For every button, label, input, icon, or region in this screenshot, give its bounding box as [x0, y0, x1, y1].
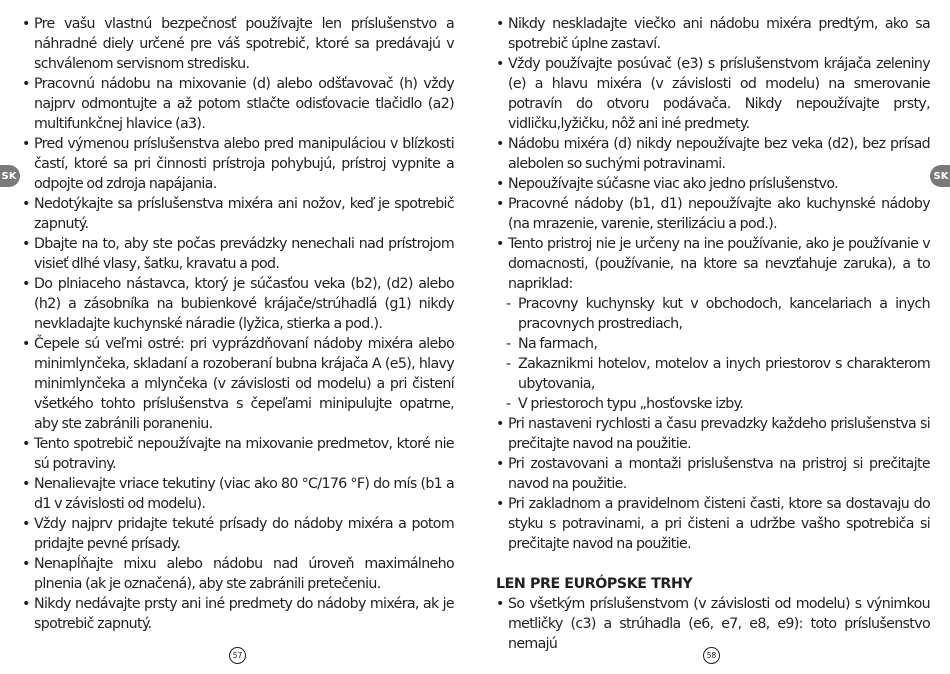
- list-item: • Nedotýkajte sa príslušenstva mixéra ani nožov, keď je spotrebič zapnutý.: [22, 194, 454, 234]
- list-item: • Pracovné nádoby (b1, d1) nepoužívajte ako kuchynské nádoby (na mrazenie, varenie, sterilizáciu a pod.).: [496, 194, 930, 234]
- list-item: • Nikdy neskladajte viečko ani nádobu mixéra predtým, ako sa spotrebič úplne zastaví.: [496, 14, 930, 54]
- list-item: • So všetkým príslušenstvom (v závislosti od modelu) s výnimkou metličky (c3) a strúhadla (e6, e7, e8, e9): toto príslušenstvo nemajú: [496, 594, 930, 654]
- page-number-left: 57: [229, 647, 246, 664]
- list-item: • Nepoužívajte súčasne viac ako jedno príslušenstvo.: [496, 174, 930, 194]
- list-item: • Čepele sú veľmi ostré: pri vyprázdňovaní nádoby mixéra alebo minimlynčeka, skladaní a rozoberaní bubna krájača A (e5), hlavy minimlynčeka a mlynčeka (v závislosti od modelu) a pri čistení všetkého tohto príslušenstva s čepeľami minipulujte opatrne, aby ste zabránili poraneniu.: [22, 334, 454, 434]
- list-item: • Nikdy nedávajte prsty ani iné predmety do nádoby mixéra, ak je spotrebič zapnutý.: [22, 594, 454, 634]
- list-item: • Dbajte na to, aby ste počas prevádzky nenechali nad prístrojom visieť dlhé vlasy, šatku, kravatu a pod.: [22, 234, 454, 274]
- list-item: • Do plniaceho nástavca, ktorý je súčasťou veka (b2), (d2) alebo (h2) a zásobníka na bubienkové krájače/strúhadlá (g1) nikdy nevkladajte kuchynské náradie (lyžica, stierka a pod.).: [22, 274, 454, 334]
- eu-section-list: [496, 594, 930, 654]
- right-page: [496, 14, 930, 654]
- language-tab-right: SK: [930, 165, 950, 187]
- sub-list-item: - Na farmach,: [496, 334, 930, 354]
- right-safety-list: [496, 14, 930, 294]
- language-tab-left: SK: [0, 165, 20, 187]
- right-safety-list-continued: [496, 414, 930, 554]
- list-item: • Nádobu mixéra (d) nikdy nepoužívajte bez veka (d2), bez prísad alebolen so suchými potravinami.: [496, 134, 930, 174]
- page-number-right: 58: [703, 647, 720, 664]
- list-item: • Pri zakladnom a pravidelnom čisteni časti, ktore sa dostavaju do styku s potravinami, a pri čisteni a udržbe vašho spotrebiča si prečitajte navod na použitie.: [496, 494, 930, 554]
- list-item: • Nenalievajte vriace tekutiny (viac ako 80 °C/176 °F) do mís (b1 a d1 v závislosti od modelu).: [22, 474, 454, 514]
- list-item: • Pracovnú nádobu na mixovanie (d) alebo odšťavovač (h) vždy najprv odmontujte a až potom stlačte odisťovacie tlačidlo (a2) multifunkčnej hlavice (a3).: [22, 74, 454, 134]
- left-page: [22, 14, 454, 634]
- list-item: • Tento spotrebič nepoužívajte na mixovanie predmetov, ktoré nie sú potraviny.: [22, 434, 454, 474]
- sub-list-item: - Pracovny kuchynsky kut v obchodoch, kancelariach a inych pracovnych prostrediach,: [496, 294, 930, 334]
- list-item: • Pri nastaveni rychlosti a času prevadzky každeho prislušenstva si prečitajte navod na použitie.: [496, 414, 930, 454]
- list-item: • Pri zostavovani a montaži prislušenstva na pristroj si prečitajte navod na použitie.: [496, 454, 930, 494]
- list-item: • Vždy najprv pridajte tekuté prísady do nádoby mixéra a potom pridajte pevné prísady.: [22, 514, 454, 554]
- sub-list-item: - Zakaznikmi hotelov, motelov a inych priestorov s charakterom ubytovania,: [496, 354, 930, 394]
- section-heading: LEN PRE EURÓPSKE TRHY: [496, 576, 693, 592]
- list-item: • Vždy používajte posúvač (e3) s príslušenstvom krájača zeleniny (e) a hlavu mixéra (v závislosti od modelu) na smerovanie potravín do otvoru podávača. Nikdy nepoužívajte prsty, vidličku,lyžičku, nôž ani iné predmety.: [496, 54, 930, 134]
- sub-list-item: - V priestoroch typu „hosťovske izby.: [496, 394, 930, 414]
- usage-item-text: Tento pristroj nie je určeny na ine používanie, ako je používanie v domacnosti, (používanie, na ktore sa nevzťahuje zaruka), a to napriklad:: [508, 236, 930, 292]
- left-safety-list: [22, 14, 454, 634]
- list-item: • Pred výmenou príslušenstva alebo pred manipuláciou v blízkosti častí, ktoré sa pri činnosti prístroja pohybujú, prístroj vypnite a odpojte od zdroja napájania.: [22, 134, 454, 194]
- list-item: • Nenapĺňajte mixu alebo nádobu nad úroveň maximálneho plnenia (ak je označená), aby ste zabránili pretečeniu.: [22, 554, 454, 594]
- list-item: [496, 234, 930, 294]
- list-item: • Pre vašu vlastnú bezpečnosť používajte len príslušenstvo a náhradné diely určené pre váš spotrebič, ktoré sa predávajú v schválenom servisnom stredisku.: [22, 14, 454, 74]
- usage-sub-list: [496, 294, 930, 414]
